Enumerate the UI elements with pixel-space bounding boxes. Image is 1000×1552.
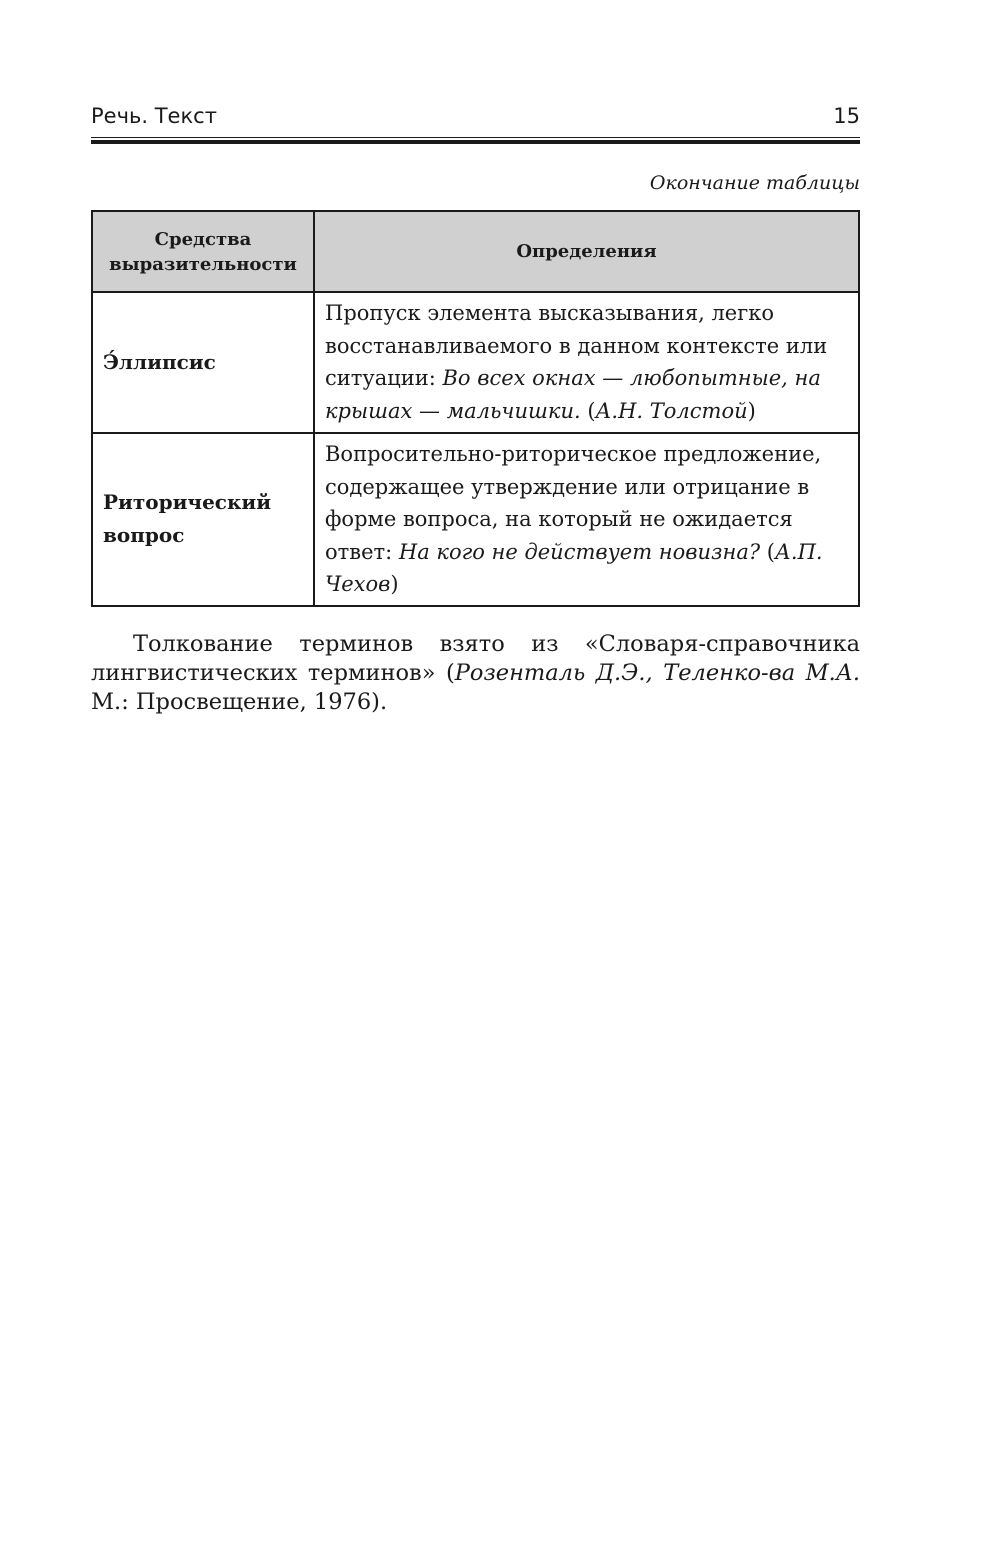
example-source: А.Н. Толстой — [595, 398, 748, 423]
paragraph-lead: Толкование терминов взято из «Словаря-справочника лингвистических терминов» ( — [91, 631, 860, 686]
example-text: Во всех окнах — любопытные, на крышах — мальчишки. — [325, 366, 821, 423]
table-caption: Окончание таблицы — [649, 172, 860, 194]
paragraph-authors-2: ва М.А. — [768, 660, 861, 686]
table-row — [92, 292, 859, 433]
term-cell: Риторический вопрос — [92, 433, 314, 606]
section-title: Речь. Текст — [91, 104, 217, 128]
example-text: На кого не действует новизна? — [398, 539, 761, 564]
terms-table — [91, 210, 860, 607]
header-rule-thick — [91, 140, 860, 144]
running-header — [91, 104, 860, 140]
definition-cell: Вопросительно-риторическое предложение, содержащее утверждение или отрицание в форме вопроса, на который не ожидается ответ: На кого не действует новизна? (А.П. Чехов) — [314, 433, 859, 606]
paragraph-authors-1: Розенталь Д.Э., Теленко- — [454, 660, 769, 686]
page-number: 15 — [833, 104, 860, 128]
header-rule-thin — [91, 137, 860, 138]
definition-text: Вопросительно-риторическое предложение, содержащее утверждение или отрицание в форме вопроса, на который не ожидается ответ: — [325, 442, 822, 564]
table-header-row — [92, 211, 859, 292]
term-cell: Э́ллипсис — [92, 292, 314, 433]
example-source: А.П. Чехов — [325, 539, 823, 596]
paragraph-tail: М.: Просвещение, 1976). — [91, 689, 388, 715]
table-row — [92, 433, 859, 606]
source-note-paragraph — [91, 630, 860, 717]
definition-text: Пропуск элемента высказывания, легко восстанавливаемого в данном контексте или ситуации: — [325, 301, 828, 390]
definition-cell: Пропуск элемента высказывания, легко восстанавливаемого в данном контексте или ситуации: Во всех окнах — любопытные, на крышах — мальчишки. (А.Н. Толстой) — [314, 292, 859, 433]
column-header-term: Средства выразительности — [92, 211, 314, 292]
column-header-definition: Определения — [314, 211, 859, 292]
